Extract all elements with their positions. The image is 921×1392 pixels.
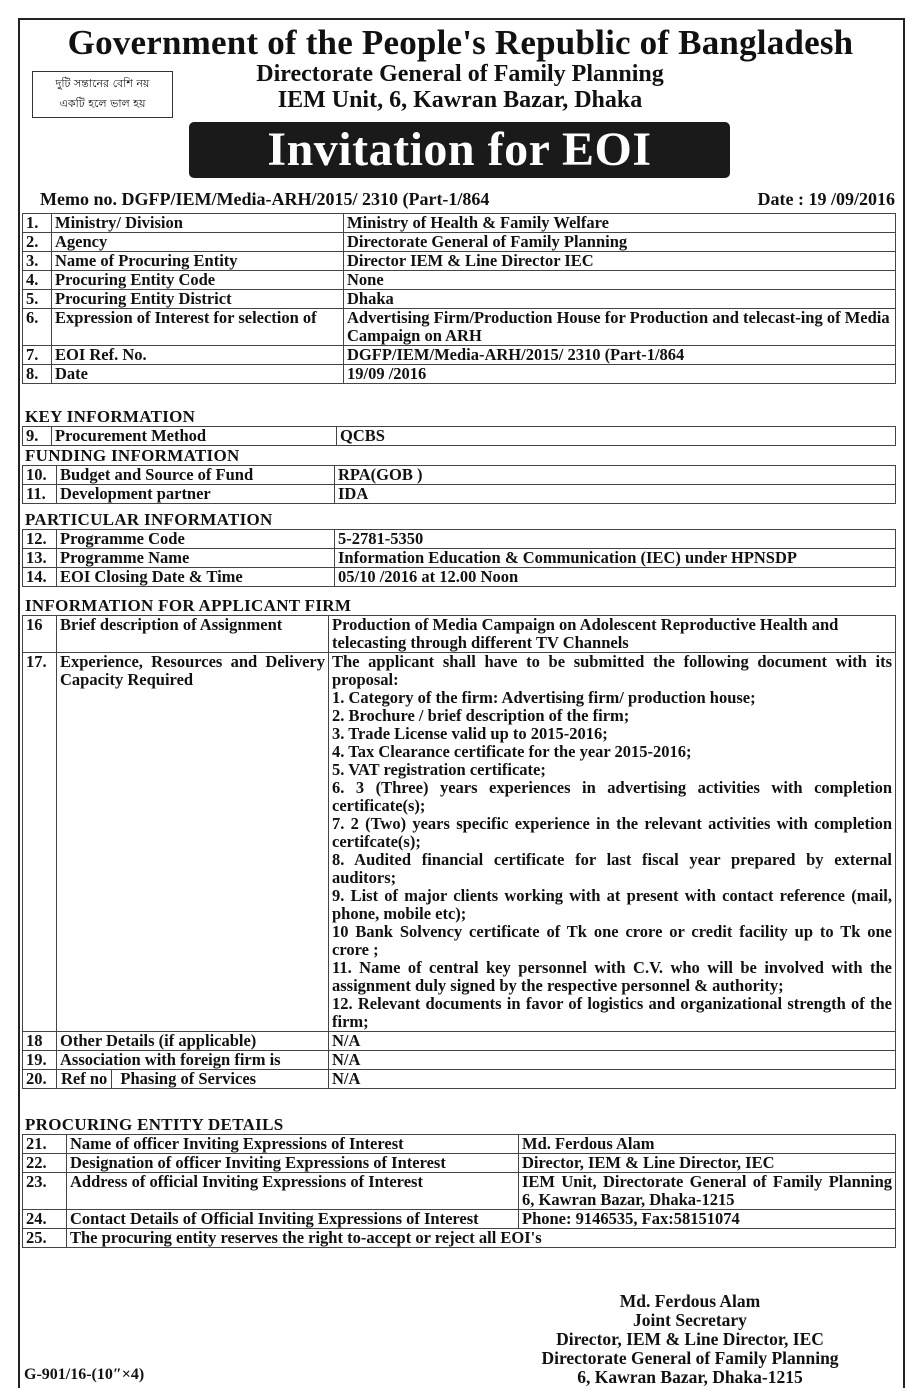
row-value: N/A [329, 1051, 896, 1070]
row-label: Programme Code [57, 530, 335, 549]
row-number: 16 [23, 616, 57, 653]
table-row [23, 427, 896, 446]
row-number: 24. [23, 1210, 67, 1229]
section-heading-procuring-entity: PROCURING ENTITY DETAILS [25, 1115, 284, 1134]
list-item: 6. 3 (Three) years experiences in advertising activities with completion certificate(s); [332, 778, 892, 815]
government-title: Government of the People's Republic of Bangladesh [67, 23, 854, 62]
row-label: Expression of Interest for selection of [52, 309, 344, 346]
table-row [23, 616, 896, 653]
row-number: 12. [23, 530, 57, 549]
list-item: 9. List of major clients working with at present with contact reference (mail, phone, mobile etc); [332, 886, 892, 923]
table-row [23, 485, 896, 504]
signatory-name: Md. Ferdous Alam [619, 1291, 761, 1311]
row-value: None [344, 271, 896, 290]
row-number: 4. [23, 271, 52, 290]
row-value: Information Education & Communication (IEC) under HPNSDP [335, 549, 896, 568]
row-number: 21. [23, 1135, 67, 1154]
row-value: 19/09 /2016 [344, 365, 896, 384]
row-number: 6. [23, 309, 52, 346]
row-value: Phone: 9146535, Fax:58151074 [519, 1210, 896, 1229]
row-label: Association with foreign firm is [57, 1051, 329, 1070]
table-row [23, 466, 896, 485]
invitation-banner: Invitation for EOI [189, 122, 730, 178]
list-item: 2. Brochure / brief description of the firm; [332, 706, 630, 725]
row-number: 3. [23, 252, 52, 271]
section-heading-applicant-firm: INFORMATION FOR APPLICANT FIRM [25, 596, 352, 615]
table-row [23, 290, 896, 309]
ref-no-label: Ref no [57, 1070, 112, 1088]
row-number: 13. [23, 549, 57, 568]
list-item: 1. Category of the firm: Advertising firm/ production house; [332, 688, 756, 707]
section-heading-key-information: KEY INFORMATION [25, 407, 196, 426]
list-item: 8. Audited financial certificate for last fiscal year prepared by external auditors; [332, 850, 892, 887]
phasing-label: Phasing of Services [120, 1069, 257, 1088]
procuring-table [22, 1134, 896, 1248]
row-label: Name of officer Inviting Expressions of Interest [67, 1135, 519, 1154]
section-heading-particular-information: PARTICULAR INFORMATION [25, 510, 273, 529]
row-value: Production of Media Campaign on Adolescent Reproductive Health and telecasting through different TV Channels [329, 616, 896, 653]
funding-table [22, 465, 896, 504]
list-item: 5. VAT registration certificate; [332, 760, 546, 779]
table-row [23, 549, 896, 568]
row-number: 22. [23, 1154, 67, 1173]
table-row [23, 1135, 896, 1154]
row-value: Director, IEM & Line Director, IEC [519, 1154, 896, 1173]
row-value: 05/10 /2016 at 12.00 Noon [335, 568, 896, 587]
signatory-title: 6, Kawran Bazar, Dhaka-1215 [577, 1367, 803, 1387]
table-row [23, 1210, 896, 1229]
table-row [23, 568, 896, 587]
table-row [23, 214, 896, 233]
row-label [57, 1070, 329, 1089]
row-number: 10. [23, 466, 57, 485]
particular-table [22, 529, 896, 587]
row-label: The procuring entity reserves the right to-accept or reject all EOI's [67, 1229, 896, 1248]
row-label: Procurement Method [52, 427, 337, 446]
row-number: 23. [23, 1173, 67, 1210]
row-number: 19. [23, 1051, 57, 1070]
table-row [23, 309, 896, 346]
table-row [23, 1032, 896, 1051]
row-number: 1. [23, 214, 52, 233]
row-number: 7. [23, 346, 52, 365]
directorate-name: Directorate General of Family Planning [256, 61, 664, 87]
applicant-table [22, 615, 896, 1089]
row-label: Designation of officer Inviting Expressions of Interest [67, 1154, 519, 1173]
row-label: Date [52, 365, 344, 384]
section-heading-funding-information: FUNDING INFORMATION [25, 446, 240, 465]
row-value: DGFP/IEM/Media-ARH/2015/ 2310 (Part-1/864 [344, 346, 896, 365]
row-value: Directorate General of Family Planning [344, 233, 896, 252]
signature-block [480, 1292, 900, 1387]
row-value: N/A [329, 1032, 896, 1051]
list-item: 11. Name of central key personnel with C.V. who will be involved with the assignment duly signed by the respective personnel & authority; [332, 958, 892, 995]
table-row [23, 233, 896, 252]
row-number: 17. [23, 653, 57, 1032]
row-value: 5-2781-5350 [335, 530, 896, 549]
row-value: Director IEM & Line Director IEC [344, 252, 896, 271]
office-address: IEM Unit, 6, Kawran Bazar, Dhaka [277, 87, 643, 113]
table-row [23, 1070, 896, 1089]
row-number: 2. [23, 233, 52, 252]
table-row [23, 1229, 896, 1248]
requirements-list [329, 653, 896, 1032]
list-item: 3. Trade License valid up to 2015-2016; [332, 724, 608, 743]
basic-info-table [22, 213, 896, 384]
table-row [23, 365, 896, 384]
row-label: Budget and Source of Fund [57, 466, 335, 485]
signatory-title: Joint Secretary [633, 1310, 747, 1330]
row-value: IDA [335, 485, 896, 504]
table-row [23, 346, 896, 365]
row-label: Experience, Resources and Delivery Capacity Required [57, 653, 329, 1032]
signatory-title: Directorate General of Family Planning [541, 1348, 839, 1368]
row-label: Ministry/ Division [52, 214, 344, 233]
row-value: IEM Unit, Directorate General of Family Planning 6, Kawran Bazar, Dhaka-1215 [519, 1173, 896, 1210]
row-value: Ministry of Health & Family Welfare [344, 214, 896, 233]
requirements-intro: The applicant shall have to be submitted the following document with its proposal: [332, 652, 892, 689]
row-label: Address of official Inviting Expressions of Interest [67, 1173, 519, 1210]
row-number: 8. [23, 365, 52, 384]
list-item: 12. Relevant documents in favor of logistics and organizational strength of the firm; [332, 994, 892, 1031]
table-row [23, 530, 896, 549]
signatory-title: Director, IEM & Line Director, IEC [556, 1329, 824, 1349]
row-number: 14. [23, 568, 57, 587]
table-row [23, 1154, 896, 1173]
row-number: 11. [23, 485, 57, 504]
row-label: Brief description of Assignment [57, 616, 329, 653]
row-label: Programme Name [57, 549, 335, 568]
row-number: 20. [23, 1070, 57, 1089]
row-value: N/A [329, 1070, 896, 1089]
slogan-line-1: দুটি সন্তানের বেশি নয় [55, 77, 150, 90]
row-value: QCBS [337, 427, 896, 446]
memo-date: Date : 19 /09/2016 [757, 189, 895, 209]
row-number: 25. [23, 1229, 67, 1248]
row-number: 5. [23, 290, 52, 309]
list-item: 7. 2 (Two) years specific experience in the relevant activities with completion certifcate(s); [332, 814, 892, 851]
table-row [23, 252, 896, 271]
list-item: 4. Tax Clearance certificate for the year 2015-2016; [332, 742, 692, 761]
row-label: Name of Procuring Entity [52, 252, 344, 271]
row-value: Md. Ferdous Alam [519, 1135, 896, 1154]
key-info-table [22, 426, 896, 446]
row-label: EOI Ref. No. [52, 346, 344, 365]
table-row [23, 271, 896, 290]
row-label: Procuring Entity District [52, 290, 344, 309]
row-label: EOI Closing Date & Time [57, 568, 335, 587]
table-row [23, 1173, 896, 1210]
row-label: Contact Details of Official Inviting Expressions of Interest [67, 1210, 519, 1229]
row-label: Other Details (if applicable) [57, 1032, 329, 1051]
row-label: Development partner [57, 485, 335, 504]
row-value: Advertising Firm/Production House for Production and telecast-ing of Media Campaign on ARH [344, 309, 896, 346]
memo-number: Memo no. DGFP/IEM/Media-ARH/2015/ 2310 (Part-1/864 [40, 189, 490, 209]
publication-code: G-901/16-(10″×4) [24, 1366, 145, 1383]
row-value: Dhaka [344, 290, 896, 309]
table-row [23, 1051, 896, 1070]
row-value: RPA(GOB ) [335, 466, 896, 485]
list-item: 10 Bank Solvency certificate of Tk one crore or credit facility up to Tk one crore ; [332, 922, 892, 959]
row-label: Agency [52, 233, 344, 252]
row-number: 18 [23, 1032, 57, 1051]
slogan-line-2: একটি হলে ভাল হয় [59, 97, 146, 110]
row-label: Procuring Entity Code [52, 271, 344, 290]
row-number: 9. [23, 427, 52, 446]
table-row [23, 653, 896, 1032]
